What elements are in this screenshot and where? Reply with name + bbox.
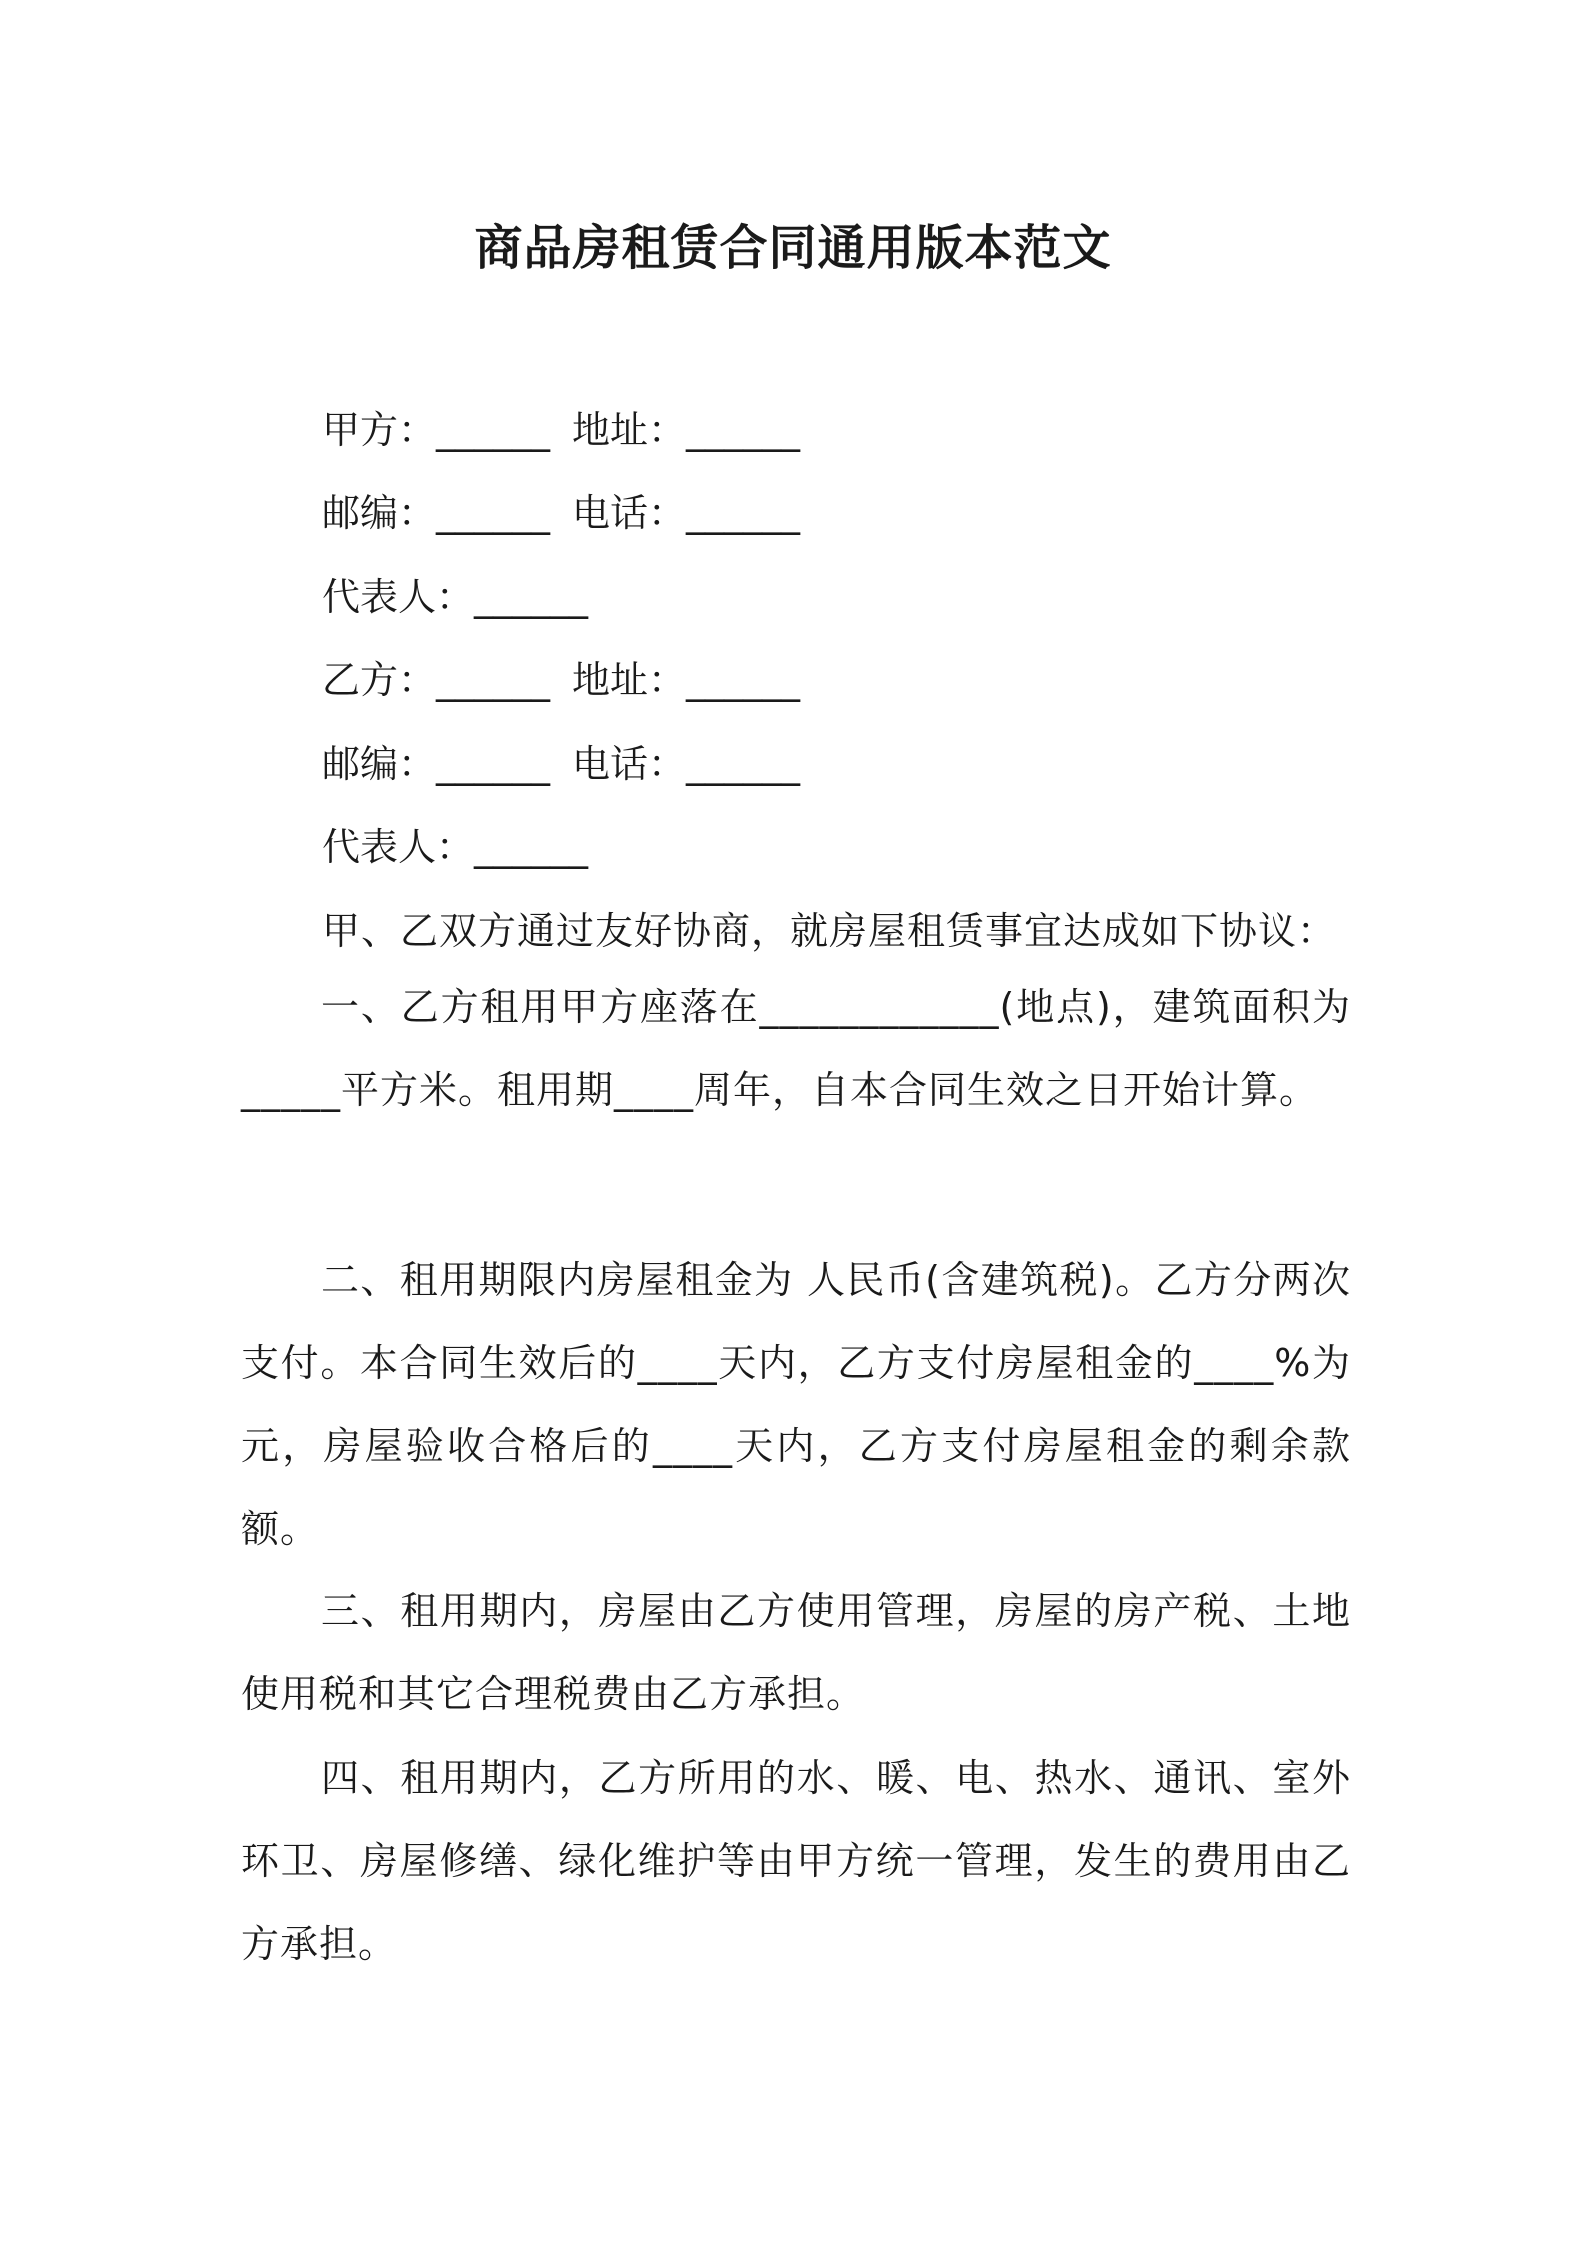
party-a-phone-field: 电话：______: [572, 491, 801, 535]
party-a-zip-phone-line: [322, 489, 800, 537]
party-b-address-field: 地址：______: [572, 658, 801, 702]
party-a-representative-line: [322, 573, 588, 621]
clause-4: 四、租用期内，乙方所用的水、暖、电、热水、通讯、室外环卫、房屋修缮、绿化维护等由甲方统一管理，发生的费用由乙方承担。: [241, 1756, 1351, 1966]
party-a-name-address-line: [322, 406, 800, 454]
party-a-zip-field: 邮编：______: [322, 491, 551, 535]
party-a-address-field: 地址：______: [572, 408, 801, 452]
party-b-zip-phone-line: [322, 740, 800, 788]
party-a-representative-field: 代表人：______: [322, 575, 589, 619]
document-title: 商品房租赁合同通用版本范文: [474, 220, 1112, 276]
party-a-name-field: 甲方：______: [322, 408, 551, 452]
party-b-representative-field: 代表人：______: [322, 825, 589, 869]
party-b-name-address-line: [322, 656, 800, 704]
party-b-representative-line: [322, 823, 588, 871]
party-b-zip-field: 邮编：______: [322, 742, 551, 786]
agreement-intro: 甲、乙双方通过友好协商，就房屋租赁事宜达成如下协议：: [322, 909, 1337, 953]
party-b-name-field: 乙方：______: [322, 658, 551, 702]
clause-2: 二、租用期限内房屋租金为 人民币(含建筑税)。乙方分两次支付。本合同生效后的____天内，乙方支付房屋租金的____%为 元，房屋验收合格后的____天内，乙方支付房屋租金的剩余款额。: [241, 1258, 1351, 1551]
clause-1: 一、乙方租用甲方座落在____________(地点)，建筑面积为 _____平方米。租用期____周年，自本合同生效之日开始计算。: [241, 985, 1351, 1112]
clause-3: 三、租用期内，房屋由乙方使用管理，房屋的房产税、土地使用税和其它合理税费由乙方承担。: [241, 1589, 1351, 1716]
party-b-phone-field: 电话：______: [572, 742, 801, 786]
